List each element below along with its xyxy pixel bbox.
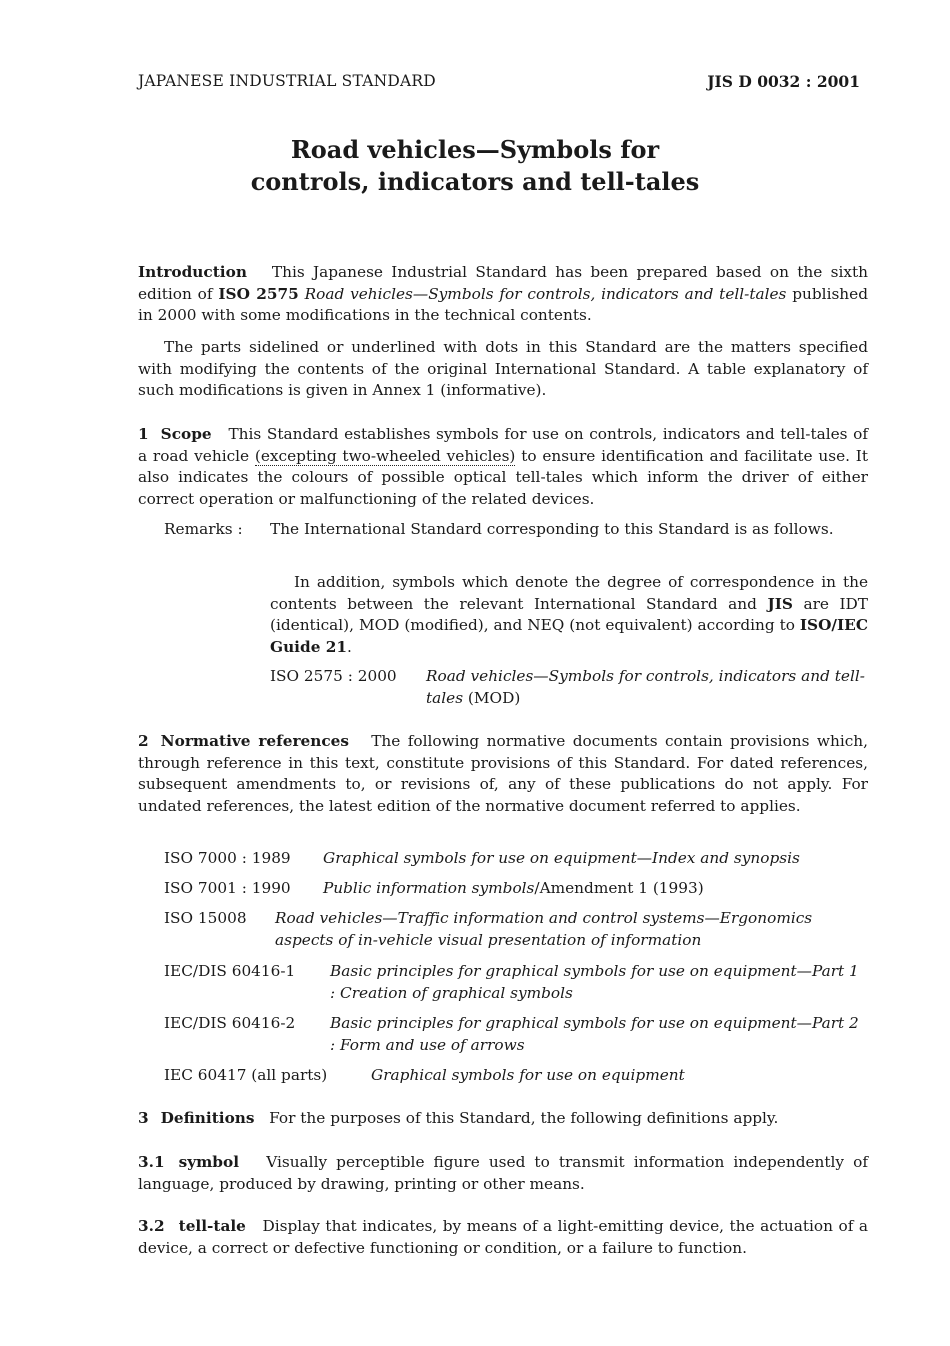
- definition-text: Display that indicates, by means of a light-emitting device, the actuation of a device, a correct or defective functioning or condition, or a failure to function.: [138, 1217, 868, 1257]
- remarks-paragraph-1: The International Standard corresponding to this Standard is as follows.: [270, 520, 834, 538]
- ref-code: IEC 60417 (all parts): [164, 1066, 328, 1084]
- remarks-jis: JIS: [767, 594, 793, 613]
- normative-number: 2: [138, 732, 149, 750]
- iso-correspondence-code: ISO 2575 : 2000: [270, 667, 397, 685]
- ref-title-italic: Graphical symbols for use on equipment—Index and synopsis: [323, 849, 800, 867]
- header-standard-number: JIS D 0032 : 2001: [707, 72, 860, 91]
- definitions-paragraph: [138, 1108, 868, 1130]
- definition-term: tell-tale: [178, 1217, 246, 1235]
- definition-number: 3.2: [138, 1217, 165, 1235]
- intro-paragraph-2: The parts sidelined or underlined with dots in this Standard are the matters specified with modifying the contents of the original International Standard. A table explanatory of such modifications is given in Annex 1 (informative).: [138, 338, 868, 399]
- remarks-text-a: In addition, symbols which denote the degree of correspondence in the contents between the relevant International Standard and: [270, 573, 868, 613]
- page-title-line1: Road vehicles—Symbols for: [290, 135, 660, 164]
- normative-text: The following normative documents contain provisions which, through reference in this text, constitute provisions of this Standard. For dated references, subsequent amendments to, or revisions of, any of these publications do not apply. For undated references, the latest edition of the normative document referred to applies.: [138, 732, 868, 815]
- definition-entry: [138, 1216, 868, 1259]
- scope-paragraph: [138, 424, 868, 510]
- ref-code: ISO 7000 : 1989: [164, 849, 291, 867]
- intro-text-a: This Japanese Industrial Standard has been prepared based on the sixth edition of: [138, 263, 868, 303]
- definitions-number: 3: [138, 1109, 149, 1127]
- intro-text-b: published in 2000 with some modifications in the technical contents.: [138, 284, 869, 324]
- intro-paragraph: [138, 262, 868, 327]
- header-standard-name: JAPANESE INDUSTRIAL STANDARD: [138, 72, 436, 90]
- definition-number: 3.1: [138, 1153, 165, 1171]
- ref-title: [330, 961, 868, 1004]
- ref-code: ISO 7001 : 1990: [164, 879, 291, 897]
- definitions-text: For the purposes of this Standard, the following definitions apply.: [269, 1109, 779, 1127]
- scope-number: 1: [138, 425, 149, 443]
- ref-title-italic: Basic principles for graphical symbols for use on equipment—Part 1 : Creation of graphical symbols: [330, 962, 859, 1002]
- ref-code: ISO 15008: [164, 909, 247, 927]
- remarks-text-c: .: [347, 637, 352, 656]
- intro-iso-title: Road vehicles—Symbols for controls, indicators and tell-tales: [304, 284, 787, 303]
- ref-title-italic: Graphical symbols for use on equipment: [371, 1066, 685, 1084]
- ref-title: [371, 1065, 868, 1087]
- intro-iso-ref: ISO 2575: [218, 284, 299, 303]
- ref-title: [275, 908, 868, 951]
- ref-title-italic: Public information symbols: [323, 879, 535, 897]
- ref-title-italic: Road vehicles—Traffic information and control systems—Ergonomics aspects of in-vehicle visual presentation of information: [275, 909, 813, 949]
- scope-heading: Scope: [160, 425, 212, 443]
- ref-title: [323, 878, 868, 900]
- iso-correspondence-suffix: (MOD): [463, 688, 521, 707]
- normative-heading: Normative references: [160, 732, 350, 750]
- ref-title-italic: Basic principles for graphical symbols for use on equipment—Part 2 : Form and use of arrows: [330, 1014, 859, 1054]
- definitions-heading: Definitions: [160, 1109, 255, 1127]
- remarks-guide: ISO/IEC Guide 21: [270, 616, 868, 656]
- page-title-line2: controls, indicators and tell-tales: [250, 167, 700, 196]
- scope-text-b: to ensure identification and facilitate use. It also indicates the colours of possible optical tell-tales which inform the driver of either correct operation or malfunctioning of the related devices.: [138, 446, 868, 508]
- definition-text: Visually perceptible figure used to transmit information independently of language, produced by drawing, printing or other means.: [138, 1153, 868, 1193]
- ref-title: [330, 1013, 868, 1056]
- iso-correspondence-italic: Road vehicles—Symbols for controls, indicators and tell-tales: [426, 667, 865, 707]
- ref-suffix: /Amendment 1 (1993): [534, 879, 704, 897]
- ref-code: IEC/DIS 60416-1: [164, 962, 296, 980]
- remarks-paragraph-2: [270, 572, 868, 658]
- ref-title: [323, 848, 868, 870]
- remarks-label: Remarks :: [164, 520, 243, 538]
- intro-heading: Introduction: [138, 263, 247, 281]
- normative-paragraph: [138, 731, 868, 817]
- definition-entry: [138, 1152, 868, 1195]
- remarks-text-b: are IDT (identical), MOD (modified), and NEQ (not equivalent) according to: [270, 594, 868, 634]
- iso-correspondence-title: [426, 666, 868, 709]
- scope-dotted-modification: (excepting two-wheeled vehicles): [254, 446, 516, 465]
- definition-term: symbol: [178, 1153, 240, 1171]
- ref-code: IEC/DIS 60416-2: [164, 1014, 296, 1032]
- scope-text-a: This Standard establishes symbols for use on controls, indicators and tell-tales of a road vehicle: [138, 425, 868, 465]
